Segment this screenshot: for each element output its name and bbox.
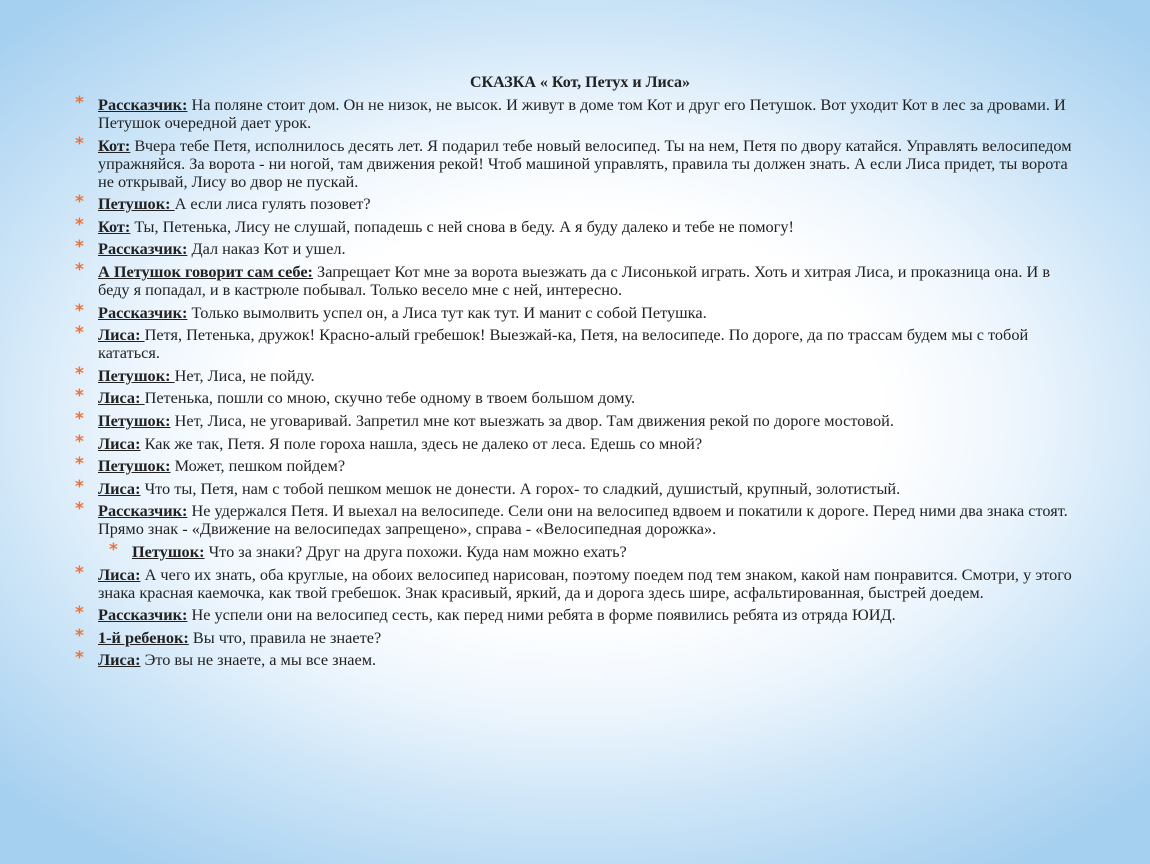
speaker-label: Рассказчик: — [98, 239, 188, 259]
speaker-label: Рассказчик: — [98, 501, 188, 521]
dialogue-text: На поляне стоит дом. Он не низок, не высок. И живут в доме том Кот и друг его Петушок. Вот уходит Кот в лес за дровами. И Петушок очередной дает урок. — [98, 95, 1066, 132]
asterisk-bullet-icon: * — [75, 476, 84, 497]
asterisk-bullet-icon: * — [75, 133, 84, 154]
speaker-label: Кот: — [98, 135, 131, 155]
asterisk-bullet-icon: * — [75, 454, 84, 475]
list-item — [75, 300, 1075, 322]
list-item — [75, 363, 1075, 385]
list-item — [75, 408, 1075, 430]
asterisk-bullet-icon: * — [75, 562, 84, 583]
dialogue-text: А если лиса гулять позовет? — [174, 194, 371, 214]
list-item — [75, 539, 1075, 561]
asterisk-bullet-icon: * — [75, 363, 84, 384]
asterisk-bullet-icon: * — [75, 499, 84, 520]
dialogue-text: А чего их знать, оба круглые, на обоих велосипед нарисован, поэтому поедем под тем знаком, какой нам понравится. Смотри, у этого знака красная каемочка, как твой гребешок. Знак красивый, яркий, да и дорога здесь шире, асфальтированная, быстрей доедем. — [98, 564, 1072, 602]
asterisk-bullet-icon: * — [75, 93, 84, 113]
asterisk-bullet-icon: * — [75, 214, 84, 235]
dialogue-text: Не удержался Петя. И выехал на велосипеде. Сели они на велосипед вдвоем и покатили к дороге. Перед ними два знака стоят. Прямо знак - «Движение на велосипедах запрещено», справа - «Велосипедная дорожка». — [98, 501, 1068, 539]
dialogue-text: Что ты, Петя, нам с тобой пешком мешок не донести. А горох- то сладкий, душистый, крупный, золотистый. — [140, 478, 901, 498]
speaker-label: Рассказчик: — [98, 95, 188, 114]
list-item — [75, 499, 1075, 539]
asterisk-bullet-icon: * — [75, 408, 84, 429]
dialogue-text: Только вымолвить успел он, а Лиса тут как тут. И манит с собой Петушка. — [187, 302, 707, 322]
speaker-label: Лиса: — [98, 325, 145, 345]
asterisk-bullet-icon: * — [75, 625, 84, 646]
list-item — [75, 476, 1075, 498]
list-item — [75, 648, 1075, 670]
list-item — [75, 454, 1075, 476]
speaker-label: 1-й ребенок: — [98, 627, 189, 647]
dialogue-text: Что за знаки? Друг на друга похожи. Куда нам можно ехать? — [204, 541, 627, 561]
speaker-label: Лиса: — [98, 388, 145, 408]
list-item — [75, 237, 1075, 259]
speaker-label: Лиса: — [98, 564, 141, 584]
dialogue-text: Запрещает Кот мне за ворота выезжать да с Лисонькой играть. Хоть и хитрая Лиса, и проказница она. И в беду я попадал, и в кастрюле побывал. Только весело мне с ней, интересно. — [98, 261, 1051, 299]
dialogue-text: Петя, Петенька, дружок! Красно-алый гребешок! Выезжай-ка, Петя, на велосипеде. По дороге, да по трассам будем мы с тобой кататься. — [98, 325, 1029, 363]
speaker-label: Рассказчик: — [98, 605, 188, 625]
dialogue-text: Вы что, правила не знаете? — [188, 627, 382, 647]
list-item — [75, 603, 1075, 625]
list-item — [75, 259, 1075, 299]
dialogue-list — [75, 93, 1075, 674]
list-item — [75, 214, 1075, 236]
asterisk-bullet-icon: * — [75, 386, 84, 407]
dialogue-text: Не успели они на велосипед сесть, как перед ними ребята в форме появились ребята из отряда ЮИД. — [187, 605, 896, 625]
speaker-label: Лиса: — [98, 650, 141, 670]
dialogue-text: Петенька, пошли со мною, скучно тебе одному в твоем большом дому. — [144, 388, 636, 408]
speaker-label: Петушок: — [98, 365, 175, 385]
speaker-label: Петушок: — [132, 541, 205, 561]
asterisk-bullet-icon: * — [75, 648, 84, 669]
asterisk-bullet-icon: * — [75, 431, 84, 452]
page-title: СКАЗКА « Кот, Петух и Лиса» — [469, 74, 690, 91]
asterisk-bullet-icon: * — [75, 192, 84, 213]
speaker-label: Лиса: — [98, 478, 141, 498]
dialogue-text: Может, пешком пойдем? — [170, 456, 346, 476]
list-item — [75, 386, 1075, 408]
speaker-label: Петушок: — [98, 456, 171, 476]
dialogue-text: Ты, Петенька, Лису не слушай, попадешь с ней снова в беду. А я буду далеко и тебе не помогу! — [130, 216, 794, 236]
dialogue-text: Нет, Лиса, не уговаривай. Запретил мне кот выезжать за двор. Там движения рекой по дороге мостовой. — [170, 410, 894, 430]
speaker-label: Петушок: — [98, 194, 175, 214]
asterisk-bullet-icon: * — [109, 539, 118, 560]
asterisk-bullet-icon: * — [75, 323, 84, 344]
asterisk-bullet-icon: * — [75, 259, 84, 280]
asterisk-bullet-icon: * — [75, 300, 84, 321]
list-item — [75, 323, 1075, 363]
dialogue-text: Это вы не знаете, а мы все знаем. — [140, 650, 377, 670]
list-item — [75, 133, 1075, 191]
speaker-label: А Петушок говорит сам себе: — [98, 261, 313, 281]
speaker-label: Лиса: — [98, 433, 141, 453]
asterisk-bullet-icon: * — [75, 237, 84, 258]
list-item — [75, 562, 1075, 602]
dialogue-text: Как же так, Петя. Я поле гороха нашла, здесь не далеко от леса. Едешь со мной? — [140, 433, 703, 453]
list-item — [75, 93, 1075, 132]
dialogue-text: Нет, Лиса, не пойду. — [174, 365, 315, 385]
list-item — [75, 192, 1075, 214]
speaker-label: Рассказчик: — [98, 302, 188, 322]
asterisk-bullet-icon: * — [75, 603, 84, 624]
speaker-label: Петушок: — [98, 410, 171, 430]
dialogue-text: Вчера тебе Петя, исполнилось десять лет. Я подарил тебе новый велосипед. Ты на нем, Петя по двору катайся. Управлять велосипедом упражняйся. За ворота - ни ногой, там движения рекой! Чтоб машиной управлять, правила ты должен знать. А если Лиса придет, ты ворота не открывай, Лису во двор не пускай. — [98, 135, 1072, 191]
speaker-label: Кот: — [98, 216, 131, 236]
list-item — [75, 431, 1075, 453]
list-item — [75, 625, 1075, 647]
dialogue-text: Дал наказ Кот и ушел. — [187, 239, 346, 259]
